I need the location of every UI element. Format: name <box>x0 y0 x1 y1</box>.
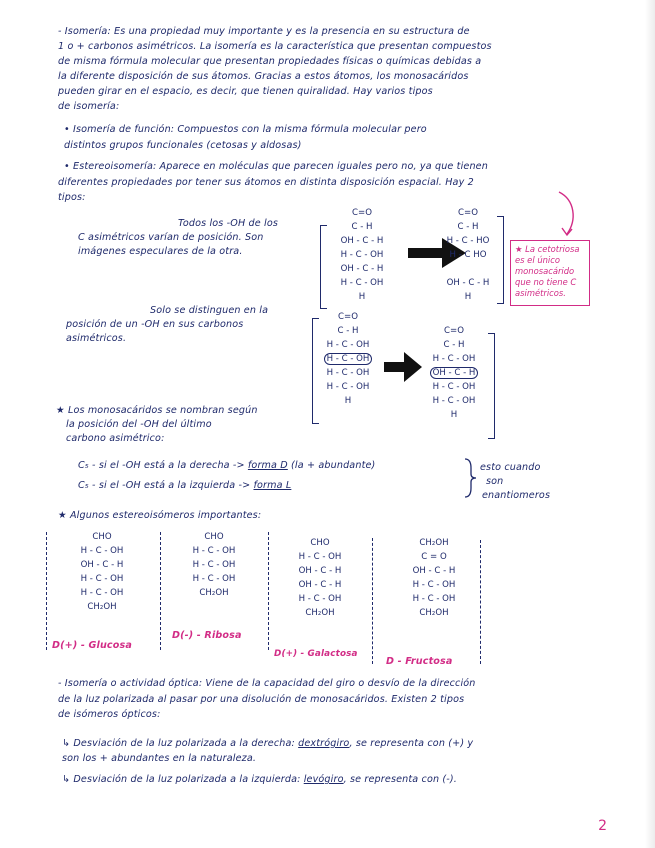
funcion-line-1: • Isomería de función: Compuestos con la misma fórmula molecular pero <box>64 124 427 135</box>
pink-curve-arrow <box>555 190 585 240</box>
molecule-ribosa: CHO H - C - OH H - C - OH H - C - OH CH₂OH <box>192 532 236 598</box>
dextrogiro-line-2: son los + abundantes en la naturaleza. <box>62 753 257 764</box>
curly-brace <box>463 458 477 498</box>
isomeria-line-4: la diferente disposición de sus átomos. Gracias a estos átomos, los monosacáridos <box>58 71 469 82</box>
funcion-line-2: distintos grupos funcionales (cetosas y aldosas) <box>64 140 302 151</box>
enantiomeros-desc-3: imágenes especulares de la otra. <box>78 246 243 257</box>
estereo-line-3: tipos: <box>58 192 86 203</box>
levogiro-line: ↳ Desviación de la luz polarizada a la izquierda: levógiro, se representa con (-). <box>62 774 457 785</box>
optica-line-3: de isómeros ópticos: <box>58 709 161 720</box>
page-number: 2 <box>598 818 607 834</box>
epimero-left: C=O C - H H - C - OH H - C - OH H - C - OH H - C - OH H <box>312 310 384 408</box>
cetotriosa-note: ★ La cetotriosa es el único monosacárido que no tiene C asimétricos. <box>510 240 590 306</box>
isomeria-line-1: - Isomería: Es una propiedad muy importante y es la presencia en su estructura de <box>58 26 470 37</box>
molecule-glucosa: CHO H - C - OH OH - C - H H - C - OH H - C - OH CH₂OH <box>80 532 124 612</box>
optica-line-2: de la luz polarizada al pasar por una disolución de monosacáridos. Existen 2 tipos <box>58 694 465 705</box>
levogiro-word: levógiro <box>303 774 344 785</box>
isomeria-line-3: de misma fórmula molecular que presentan propiedades físicas o químicas debidas a <box>58 56 482 67</box>
fructosa-label: D - Fructosa <box>386 656 453 667</box>
molecule-fructosa: CH₂OH C = O OH - C - H H - C - OH H - C - OH CH₂OH <box>412 538 456 618</box>
isomeria-line-5: pueden girar en el espacio, es decir, que tienen quiralidad. Hay varios tipos <box>58 86 433 97</box>
epimero-right: C=O C - H H - C - OH OH - C - H H - C - OH H - C - OH H <box>418 324 490 422</box>
enantiomero-left: C=O C - H OH - C - H H - C - OH OH - C - H H - C - OH H <box>340 208 384 302</box>
forma-d: forma D <box>247 460 288 471</box>
page-fold <box>645 0 655 848</box>
galactosa-label: D(+) - Galactosa <box>274 649 358 659</box>
nombres-line-3: carbono asimétrico: <box>66 433 165 444</box>
enantiomeros-desc-1: Todos los -OH de los <box>178 218 278 229</box>
epimeros-desc-3: asimétricos. <box>66 333 127 344</box>
divider-1 <box>46 532 47 650</box>
isomeria-line-2: 1 o + carbonos asimétricos. La isomería es la característica que presentan compuestos <box>58 41 492 52</box>
enantiomero-right: C=O C - H H - C - HO H - C HO OH - C - H H <box>446 208 490 302</box>
divider-4 <box>372 538 373 664</box>
forma-l: forma L <box>253 480 292 491</box>
nombres-line-2: la posición del -OH del último <box>66 419 212 430</box>
aside-2: son <box>486 476 504 487</box>
estereo-line-1: • Estereoisomería: Aparece en moléculas que parecen iguales pero no, ya que tienen <box>64 161 488 172</box>
enantiomero-bracket-right <box>497 216 504 304</box>
epimero-bracket-right <box>488 333 495 439</box>
nombres-line-1: ★ Los monosacáridos se nombran según <box>56 405 258 416</box>
dextrogiro-line: ↳ Desviación de la luz polarizada a la derecha: dextrógiro, se representa con (+) y <box>62 738 474 749</box>
ribosa-label: D(-) - Ribosa <box>172 630 242 641</box>
glucosa-label: D(+) - Glucosa <box>52 640 132 651</box>
forma-d-line: C₅ - si el -OH está a la derecha -> forma D (la + abundante) <box>78 460 376 471</box>
divider-3 <box>268 532 269 650</box>
isomeria-line-6: de isomería: <box>58 101 120 112</box>
enantiomeros-desc-2: C asimétricos varían de posición. Son <box>78 232 264 243</box>
forma-l-line: C₅ - si el -OH está a la izquierda -> forma L <box>78 480 292 491</box>
divider-5 <box>480 540 481 664</box>
molecule-galactosa: CHO H - C - OH OH - C - H OH - C - H H - C - OH CH₂OH <box>298 538 342 618</box>
epimeros-desc-1: Solo se distinguen en la <box>150 305 269 316</box>
aside-1: esto cuando <box>480 462 541 473</box>
epimeros-desc-2: posición de un -OH en sus carbonos <box>66 319 244 330</box>
estereo-line-2: diferentes propiedades por tener sus átomos en distinta disposición espacial. Hay 2 <box>58 177 474 188</box>
optica-line-1: - Isomería o actividad óptica: Viene de la capacidad del giro o desvío de la dirección <box>58 678 476 689</box>
aside-3: enantiomeros <box>482 490 551 501</box>
divider-2 <box>160 532 161 650</box>
algunos-title: ★ Algunos estereoisómeros importantes: <box>58 510 262 521</box>
dextrogiro-word: dextrógiro <box>298 738 350 749</box>
